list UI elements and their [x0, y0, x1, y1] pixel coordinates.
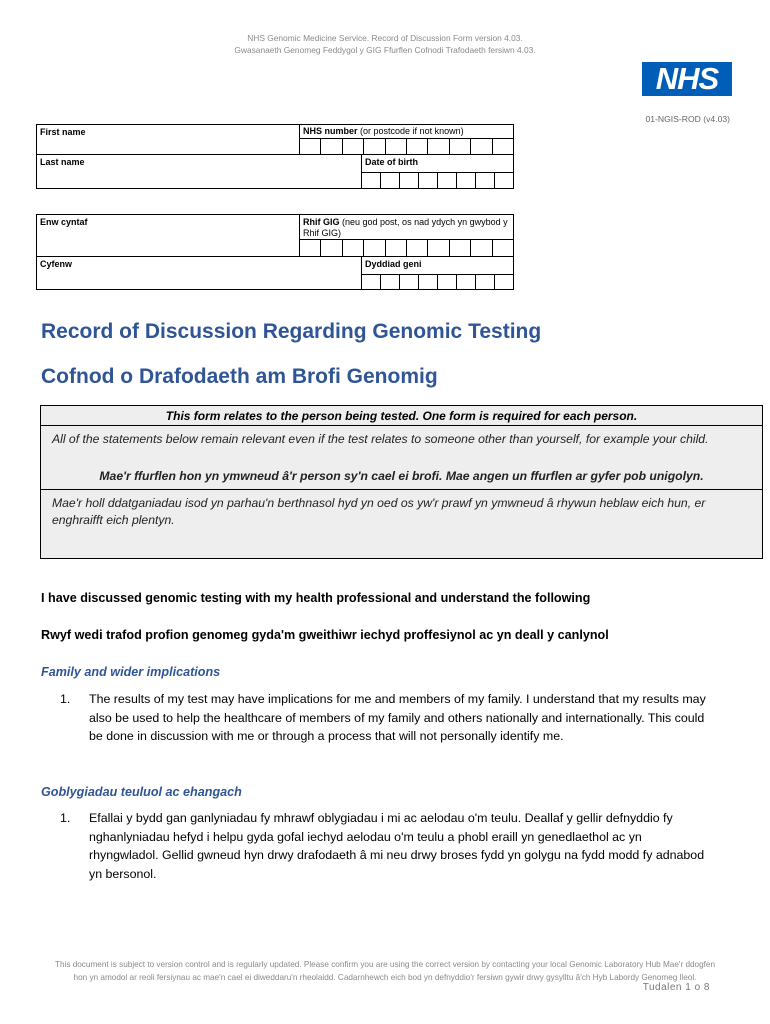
rhif-gig-label: Rhif GIG — [303, 217, 340, 227]
enw-cyntaf-field[interactable] — [37, 215, 300, 256]
item-number-en: 1. — [60, 692, 71, 706]
document-header — [0, 33, 770, 56]
info-box — [40, 405, 763, 559]
last-name-field[interactable] — [37, 155, 300, 188]
statement-cy: Rwyf wedi trafod profion genomeg gyda'm gweithiwr iechyd proffesiynol ac yn deall y canlynol — [41, 628, 609, 642]
dyddiad-geni-boxes[interactable] — [362, 274, 513, 289]
enw-cyntaf-label: Enw cyntaf — [40, 217, 88, 227]
patient-details-box-en — [36, 124, 514, 189]
dyddiad-geni-field[interactable] — [362, 257, 513, 289]
header-line-cy: Gwasanaeth Genomeg Feddygol y GIG Ffurflen Cofnodi Trafodaeth fersiwn 4.03. — [234, 44, 536, 55]
rhif-gig-label-wrap — [300, 215, 513, 239]
dob-field[interactable] — [362, 155, 513, 188]
footer-disclaimer — [0, 958, 770, 984]
statement-en: I have discussed genomic testing with my health professional and understand the following — [41, 591, 591, 605]
info-divider — [41, 489, 762, 490]
item-text-en: The results of my test may have implications for me and members of my family. I understand that my results may also be used to help the healthcare of members of my family and others nationally and internationally. This could be done in discussion with me or through a process that will not personally identify me. — [89, 692, 706, 743]
info-heading-cy: Mae'r ffurflen hon yn ymwneud â'r person sy'n cael ei brofi. Mae angen un ffurflen ar gyfer pob unigolyn. — [99, 469, 704, 483]
page-title-en: Record of Discussion Regarding Genomic Testing — [41, 320, 542, 343]
first-name-label: First name — [40, 127, 86, 137]
footer-line-1: This document is subject to version control and is regularly updated. Please confirm you are using the correct version by contacting your local Genomic Laboratory Hub Mae'r ddogfen — [54, 960, 716, 969]
nhs-number-label: NHS number — [303, 126, 358, 136]
rhif-gig-hint: (neu god post, os nad ydych yn gwybod y Rhif GIG) — [303, 217, 508, 238]
cyfenw-field[interactable] — [37, 257, 300, 289]
page-title-cy: Cofnod o Drafodaeth am Brofi Genomig — [41, 365, 438, 388]
dyddiad-geni-label: Dyddiad geni — [365, 259, 422, 269]
info-text-cy: Mae'r holl ddatganiadau isod yn parhau'n berthnasol hyd yn oed os yw'r prawf yn ymwneud â rhywun heblaw eich hun, er enghraifft eich plentyn. — [52, 496, 706, 527]
patient-details-box-cy — [36, 214, 514, 290]
section-heading-en: Family and wider implications — [41, 665, 221, 679]
info-heading-en: This form relates to the person being tested. One form is required for each person. — [41, 406, 762, 426]
rhif-gig-boxes[interactable] — [300, 239, 513, 256]
item-number-cy: 1. — [60, 811, 71, 825]
nhs-number-boxes[interactable] — [300, 138, 513, 154]
page-number: Tudalen 1 o 8 — [642, 982, 710, 993]
last-name-label: Last name — [40, 157, 85, 167]
nhs-number-label-wrap — [300, 125, 513, 138]
section-heading-cy: Goblygiadau teuluol ac ehangach — [41, 785, 242, 799]
first-name-field[interactable] — [37, 125, 300, 154]
form-code: 01-NGIS-ROD (v4.03) — [645, 114, 730, 124]
dob-boxes[interactable] — [362, 172, 513, 188]
nhs-number-hint: (or postcode if not known) — [360, 126, 464, 136]
dob-label: Date of birth — [365, 157, 418, 167]
item-text-cy: Efallai y bydd gan ganlyniadau fy mhrawf oblygiadau i mi ac aelodau o'm teulu. Deallaf y gellir defnyddio fy nghanlyniadau hefyd i helpu gyda gofal iechyd aelodau o'm teulu a phobl eraill yn genedlaethol ac yn rhyngwladol. Gellid gwneud hyn drwy drafodaeth â mi neu drwy broses fydd yn golygu na fydd modd fy adnabod yn bersonol. — [89, 811, 705, 881]
header-line-en: NHS Genomic Medicine Service. Record of Discussion Form version 4.03. — [247, 33, 523, 43]
nhs-logo: NHS — [642, 62, 732, 96]
info-text-en: All of the statements below remain relevant even if the test relates to someone other than yourself, for example your child. — [52, 432, 709, 446]
cyfenw-label: Cyfenw — [40, 259, 73, 269]
footer-line-2: hon yn amodol ar reoli fersiynau ac mae'n cael ei diweddaru'n rheolaidd. Cadarnhewch eich bod yn defnyddio'r fersiwn gywir drwy gysylltu â'ch Hyb Labordy Genomeg lleol. — [73, 973, 697, 982]
